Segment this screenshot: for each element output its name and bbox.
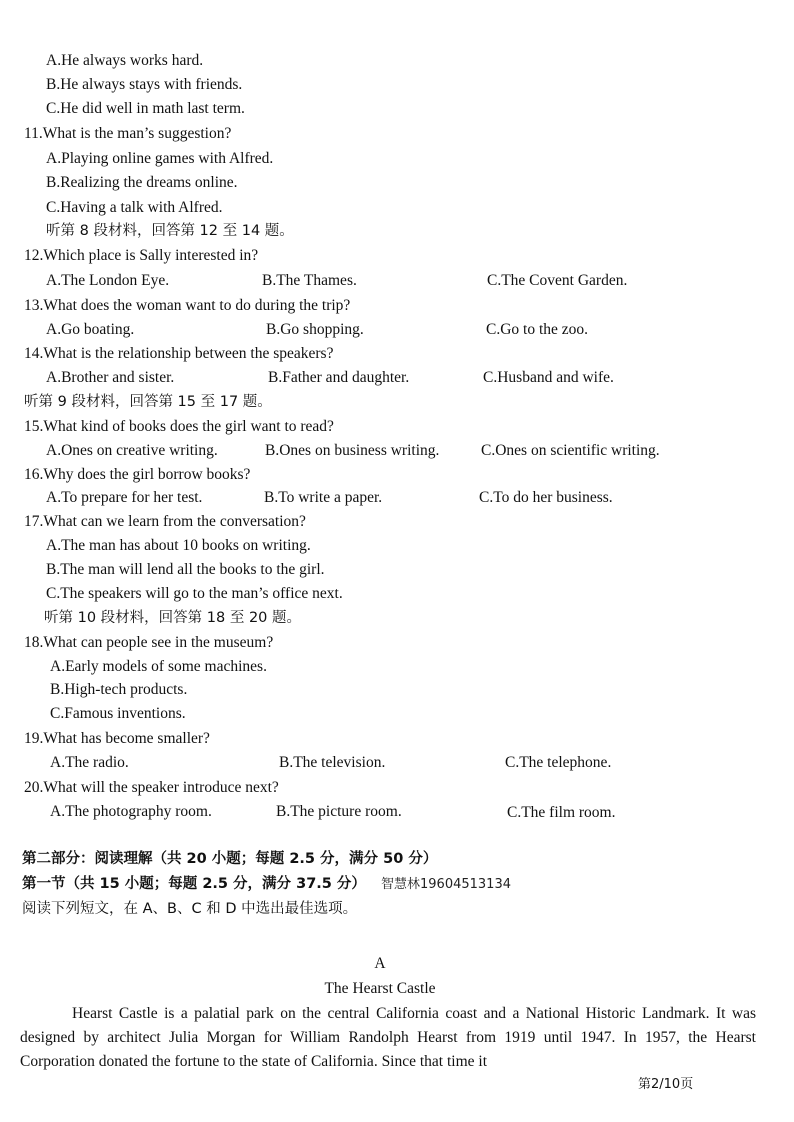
q19-option-b: B.The television. <box>279 754 386 771</box>
q15-question: 15.What kind of books does the girl want to read? <box>24 418 334 435</box>
q11-option-a: A.Playing online games with Alfred. <box>46 150 274 167</box>
q20-option-a: A.The photography room. <box>50 803 212 820</box>
passage-title: The Hearst Castle <box>324 980 436 997</box>
q19-option-c: C.The telephone. <box>505 754 612 771</box>
passage-text: Hearst Castle is a palatial park on the central California coast and a National Historic Landmark. It was designed by architect Julia Morgan for William Randolph Hearst from 1919 until 1947. In 1957, the Hearst Corporation donated the fortune to the state of California. Since that time it <box>20 1005 756 1070</box>
q15-option-a: A.Ones on creative writing. <box>46 442 218 459</box>
q11-question: 11.What is the man’s suggestion? <box>24 125 232 142</box>
q13-option-b: B.Go shopping. <box>266 321 364 338</box>
q12-question: 12.Which place is Sally interested in? <box>24 247 259 264</box>
section-8-instruction: 听第 8 段材料，回答第 12 至 14 题。 <box>46 223 294 239</box>
q13-option-c: C.Go to the zoo. <box>486 321 589 338</box>
q13-option-a: A.Go boating. <box>46 321 135 338</box>
q19-question: 19.What has become smaller? <box>24 730 210 747</box>
q12-option-a: A.The London Eye. <box>46 272 170 289</box>
part2-heading: 第二部分：阅读理解（共 20 小题；每题 2.5 分，满分 50 分） <box>22 851 438 867</box>
q18-option-a: A.Early models of some machines. <box>50 658 267 675</box>
q12-option-c: C.The Covent Garden. <box>487 272 628 289</box>
q14-question: 14.What is the relationship between the speakers? <box>24 345 334 362</box>
q14-option-c: C.Husband and wife. <box>483 369 614 386</box>
q11-option-b: B.Realizing the dreams online. <box>46 174 238 191</box>
q17-option-a: A.The man has about 10 books on writing. <box>46 537 311 554</box>
part2-section1-heading <box>22 874 511 895</box>
watermark-text: 智慧林19604513134 <box>381 877 511 892</box>
q14-option-a: A.Brother and sister. <box>46 369 175 386</box>
q15-option-c: C.Ones on scientific writing. <box>481 442 660 459</box>
page-number: 第2/10页 <box>638 1077 694 1092</box>
q16-option-a: A.To prepare for her test. <box>46 489 203 506</box>
q16-option-c: C.To do her business. <box>479 489 613 506</box>
q10-option-a: A.He always works hard. <box>46 52 204 69</box>
q17-question: 17.What can we learn from the conversation? <box>24 513 306 530</box>
q11-option-c: C.Having a talk with Alfred. <box>46 199 223 216</box>
q18-option-b: B.High-tech products. <box>50 681 188 698</box>
section-10-instruction: 听第 10 段材料，回答第 18 至 20 题。 <box>44 610 302 626</box>
q20-option-b: B.The picture room. <box>276 803 402 820</box>
q20-option-c: C.The film room. <box>507 804 616 821</box>
q18-question: 18.What can people see in the museum? <box>24 634 274 651</box>
q17-option-c: C.The speakers will go to the man’s office next. <box>46 585 343 602</box>
section-9-instruction: 听第 9 段材料，回答第 15 至 17 题。 <box>24 394 272 410</box>
q12-option-b: B.The Thames. <box>262 272 357 289</box>
q15-option-b: B.Ones on business writing. <box>265 442 440 459</box>
q19-option-a: A.The radio. <box>50 754 129 771</box>
q14-option-b: B.Father and daughter. <box>268 369 410 386</box>
passage-letter: A <box>374 955 386 972</box>
q16-option-b: B.To write a paper. <box>264 489 383 506</box>
section1-title: 第一节（共 15 小题；每题 2.5 分，满分 37.5 分） <box>22 876 366 892</box>
q20-question: 20.What will the speaker introduce next? <box>24 779 279 796</box>
q13-question: 13.What does the woman want to do during the trip? <box>24 297 351 314</box>
q10-option-c: C.He did well in math last term. <box>46 100 245 117</box>
q18-option-c: C.Famous inventions. <box>50 705 186 722</box>
reading-instruction: 阅读下列短文，在 A、B、C 和 D 中选出最佳选项。 <box>22 901 358 917</box>
q10-option-b: B.He always stays with friends. <box>46 76 243 93</box>
q16-question: 16.Why does the girl borrow books? <box>24 466 251 483</box>
q17-option-b: B.The man will lend all the books to the girl. <box>46 561 325 578</box>
